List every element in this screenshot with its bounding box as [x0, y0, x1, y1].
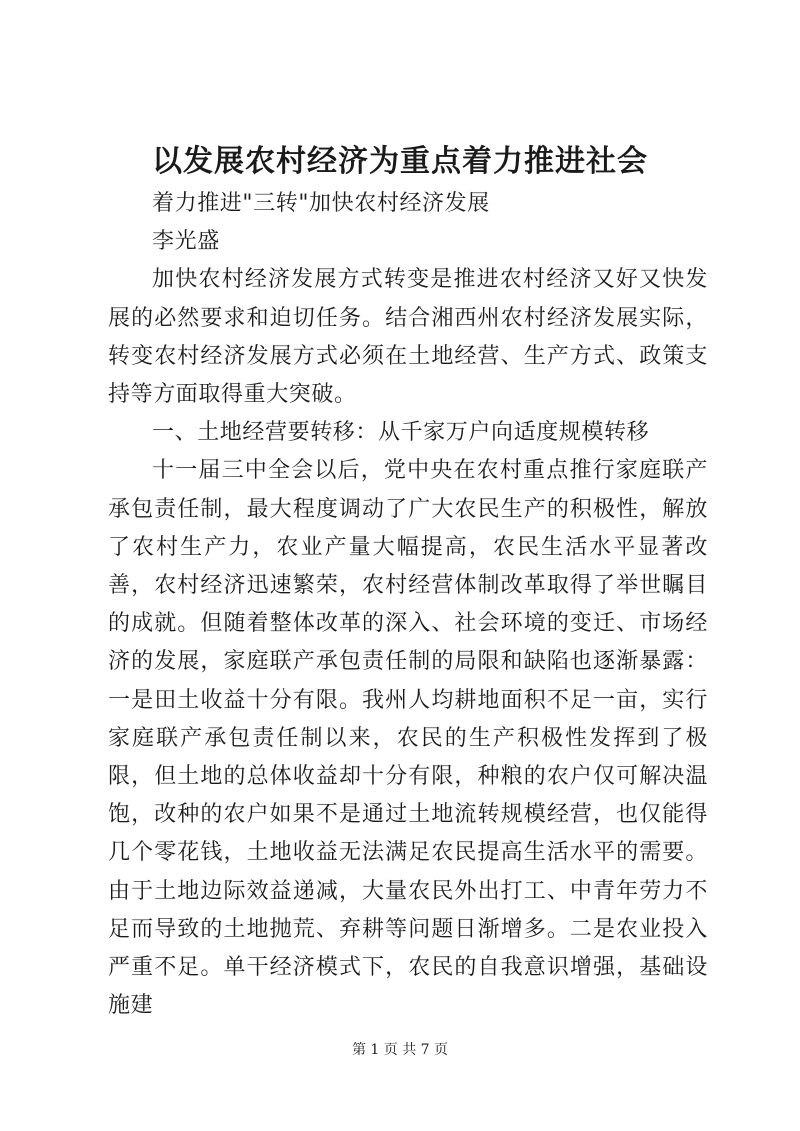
section-heading: 一、土地经营要转移：从千家万户向适度规模转移: [152, 420, 650, 446]
intro-paragraph: 加快农村经济发展方式转变是推进农村经济又好又快发展的必然要求和迫切任务。结合湘西州农村经济发展实际，转变农村经济发展方式必须在土地经营、生产方式、政策支持等方面取得重大突破。: [108, 267, 708, 408]
document-body: [108, 185, 708, 1025]
subtitle-paragraph: 着力推进"三转"加快农村经济发展: [152, 191, 490, 216]
author-paragraph: 李光盛: [152, 229, 220, 255]
body-paragraph: 十一届三中全会以后，党中央在农村重点推行家庭联产承包责任制，最大程度调动了广大农民生产的积极性，解放了农村生产力，农业产量大幅提高，农民生活水平显著改善，农村经济迅速繁荣，农村经营体制改革取得了举世瞩目的成就。但随着整体改革的深入、社会环境的变迁、市场经济的发展，家庭联产承包责任制的局限和缺陷也逐渐暴露：一是田土收益十分有限。我州人均耕地面积不足一亩，实行家庭联产承包责任制以来，农民的生产积极性发挥到了极限，但土地的总体收益却十分有限，种粮的农户仅可解决温饱，改种的农户如果不是通过土地流转规模经营，也仅能得几个零花钱，土地收益无法满足农民提高生活水平的需要。由于土地边际效益递减，大量农民外出打工、中青年劳力不足而导致的土地抛荒、弃耕等问题日渐增多。二是农业投入严重不足。单干经济模式下，农民的自我意识增强，基础设施建: [108, 458, 708, 1019]
page-footer: 第 1 页 共 7 页: [351, 1042, 449, 1058]
document-title: 以发展农村经济为重点着力推进社会: [152, 144, 648, 179]
